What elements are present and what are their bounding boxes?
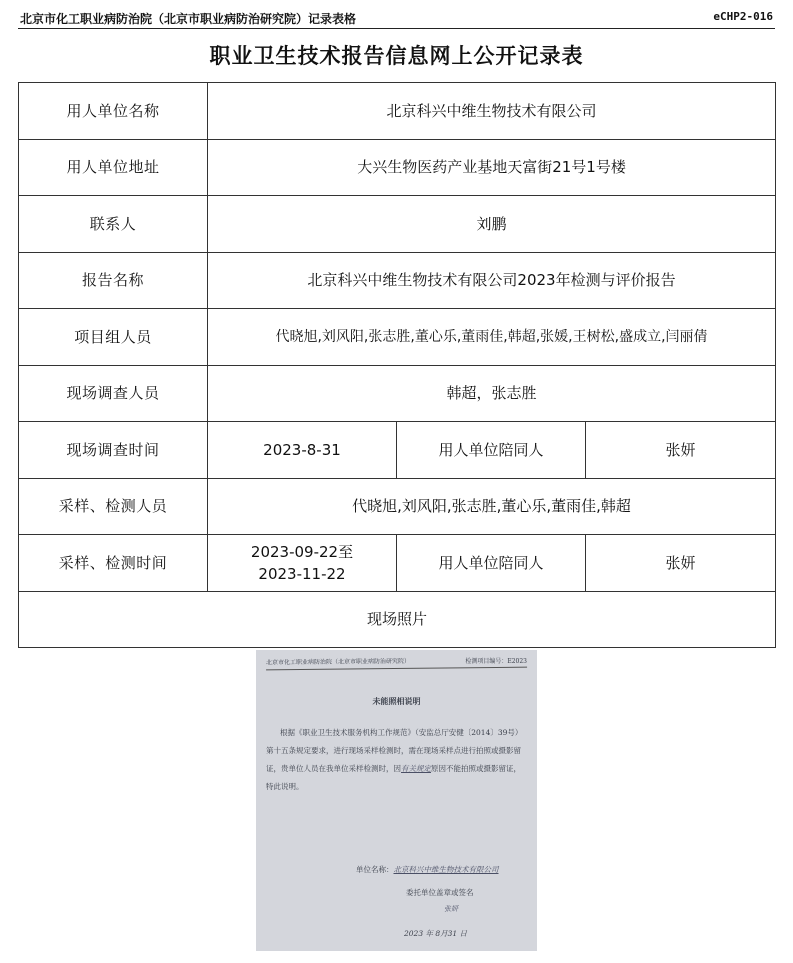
document-header <box>18 8 775 29</box>
row-contact <box>19 196 776 253</box>
sampling-time-to: 2023-11-22 <box>258 564 346 583</box>
employer-name-value: 北京科兴中维生物技术有限公司 <box>208 83 776 140</box>
site-investigators-value: 韩超，张志胜 <box>208 365 776 422</box>
sampling-time-from: 2023-09-22至 <box>250 542 354 561</box>
photo-entrust: 委托单位盖章或签名 <box>406 888 474 897</box>
row-project-team <box>19 309 776 366</box>
photo-signer: 张妍 <box>444 905 458 913</box>
report-name-value: 北京科兴中维生物技术有限公司2023年检测与评价报告 <box>208 252 776 309</box>
header-code: eCHP2-016 <box>713 10 773 23</box>
row-site-investigators <box>19 365 776 422</box>
sampling-time-value <box>208 535 397 592</box>
employer-address-label: 用人单位地址 <box>19 139 208 196</box>
row-employer-name <box>19 83 776 140</box>
photo-header-org: 北京市化工职业病防治院（北京市职业病防治研究院） <box>265 657 411 667</box>
sampling-escort-value: 张妍 <box>586 535 776 592</box>
report-name-label: 报告名称 <box>19 252 208 309</box>
photo-body-fill: 有关规定 <box>401 764 431 773</box>
site-investigators-label: 现场调查人员 <box>19 365 208 422</box>
photo-date: 2023 年 8月31 日 <box>404 929 468 938</box>
photo-unit-signature: 北京科兴中维生物技术有限公司 <box>393 865 499 874</box>
row-report-name <box>19 252 776 309</box>
site-photo-image <box>256 650 537 951</box>
page-title: 职业卫生技术报告信息网上公开记录表 <box>209 44 584 68</box>
sampling-time-label: 采样、检测时间 <box>19 535 208 592</box>
employer-name-label: 用人单位名称 <box>19 83 208 140</box>
photo-unit-label: 单位名称： <box>356 865 394 874</box>
contact-value: 刘鹏 <box>208 196 776 253</box>
site-escort-value: 张妍 <box>586 422 776 479</box>
employer-address-value: 大兴生物医药产业基地天富街21号1号楼 <box>208 139 776 196</box>
site-investigation-time-value: 2023-8-31 <box>208 422 397 479</box>
site-escort-label: 用人单位陪同人 <box>397 422 586 479</box>
row-sampling-time <box>19 535 776 592</box>
project-team-value: 代晓旭,刘风阳,张志胜,董心乐,董雨佳,韩超,张媛,王树松,盛成立,闫丽倩 <box>208 309 776 366</box>
row-employer-address <box>19 139 776 196</box>
header-org: 北京市化工职业病防治院（北京市职业病防治研究院）记录表格 <box>20 12 357 26</box>
sampling-escort-label: 用人单位陪同人 <box>397 535 586 592</box>
photo-body <box>266 724 528 796</box>
record-table <box>18 82 776 648</box>
project-team-label: 项目组人员 <box>19 309 208 366</box>
sampling-staff-label: 采样、检测人员 <box>19 478 208 535</box>
photo-body-after: 原因不能拍照或摄影留证，特此说明。 <box>266 764 521 791</box>
row-site-investigation-time <box>19 422 776 479</box>
sampling-staff-value: 代晓旭,刘风阳,张志胜,董心乐,董雨佳,韩超 <box>208 478 776 535</box>
photo-body-before: 根据《职业卫生技术服务机构工作规范》（安监总厅安健〔2014〕39号）第十五条规定要求，进行现场采样检测时，需在现场采样点进行拍照或摄影留证，贵单位人员在我单位采样检测时，因 <box>266 728 523 773</box>
row-site-photos <box>19 591 776 648</box>
site-photos-label: 现场照片 <box>19 591 776 648</box>
photo-heading: 未能照相说明 <box>372 696 421 706</box>
photo-project-number: 检测项目编号：E2023 <box>465 658 527 665</box>
contact-label: 联系人 <box>19 196 208 253</box>
row-sampling-staff <box>19 478 776 535</box>
photo-unit-line <box>356 864 499 875</box>
site-investigation-time-label: 现场调查时间 <box>19 422 208 479</box>
